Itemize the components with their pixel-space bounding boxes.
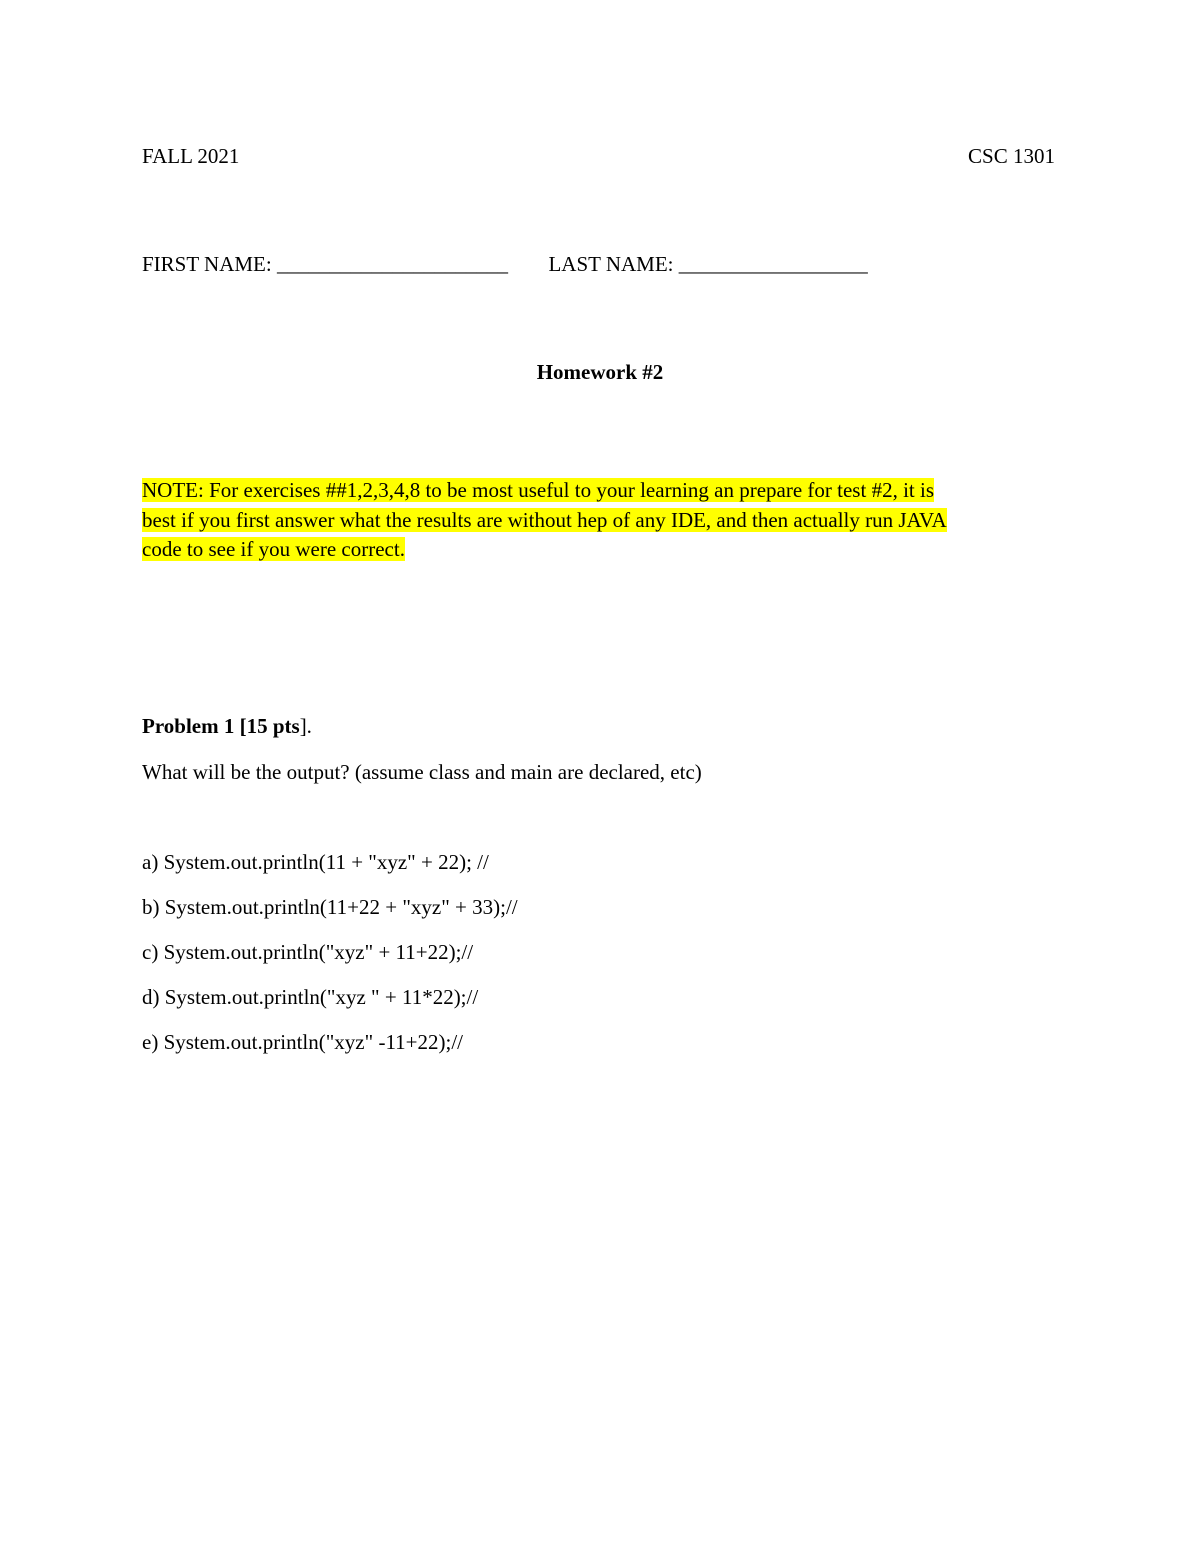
course-code: CSC 1301: [968, 144, 1055, 168]
highlighted-note: [142, 476, 1062, 565]
problem-1-heading-tail: ].: [299, 714, 312, 738]
problem-1-item-c: c) System.out.println("xyz" + 11+22);//: [142, 940, 474, 964]
last-name-label: LAST NAME:: [548, 252, 674, 276]
name-fields: [142, 252, 868, 277]
problem-1-item-e: e) System.out.println("xyz" -11+22);//: [142, 1030, 463, 1054]
problem-1-item-b: b) System.out.println(11+22 + "xyz" + 33);//: [142, 895, 518, 919]
last-name-blank: __________________: [678, 252, 868, 276]
problem-1-heading-text: Problem 1 [15 pts: [142, 714, 300, 738]
problem-1-heading: [142, 714, 312, 739]
first-name-blank: ______________________: [276, 252, 508, 276]
problem-1-item-a: a) System.out.println(11 + "xyz" + 22); //: [142, 850, 489, 874]
problem-1-question: What will be the output? (assume class and main are declared, etc): [142, 760, 702, 784]
note-line-1: NOTE: For exercises ##1,2,3,4,8 to be most useful to your learning an prepare for test #2, it is: [142, 478, 934, 502]
term-label: FALL 2021: [142, 144, 240, 168]
note-line-3: code to see if you were correct.: [142, 537, 405, 561]
problem-1-item-d: d) System.out.println("xyz " + 11*22);//: [142, 985, 479, 1009]
page-title: Homework #2: [536, 360, 664, 384]
note-line-2: best if you first answer what the results are without hep of any IDE, and then actually run JAVA: [142, 507, 947, 532]
first-name-label: FIRST NAME:: [142, 252, 272, 276]
